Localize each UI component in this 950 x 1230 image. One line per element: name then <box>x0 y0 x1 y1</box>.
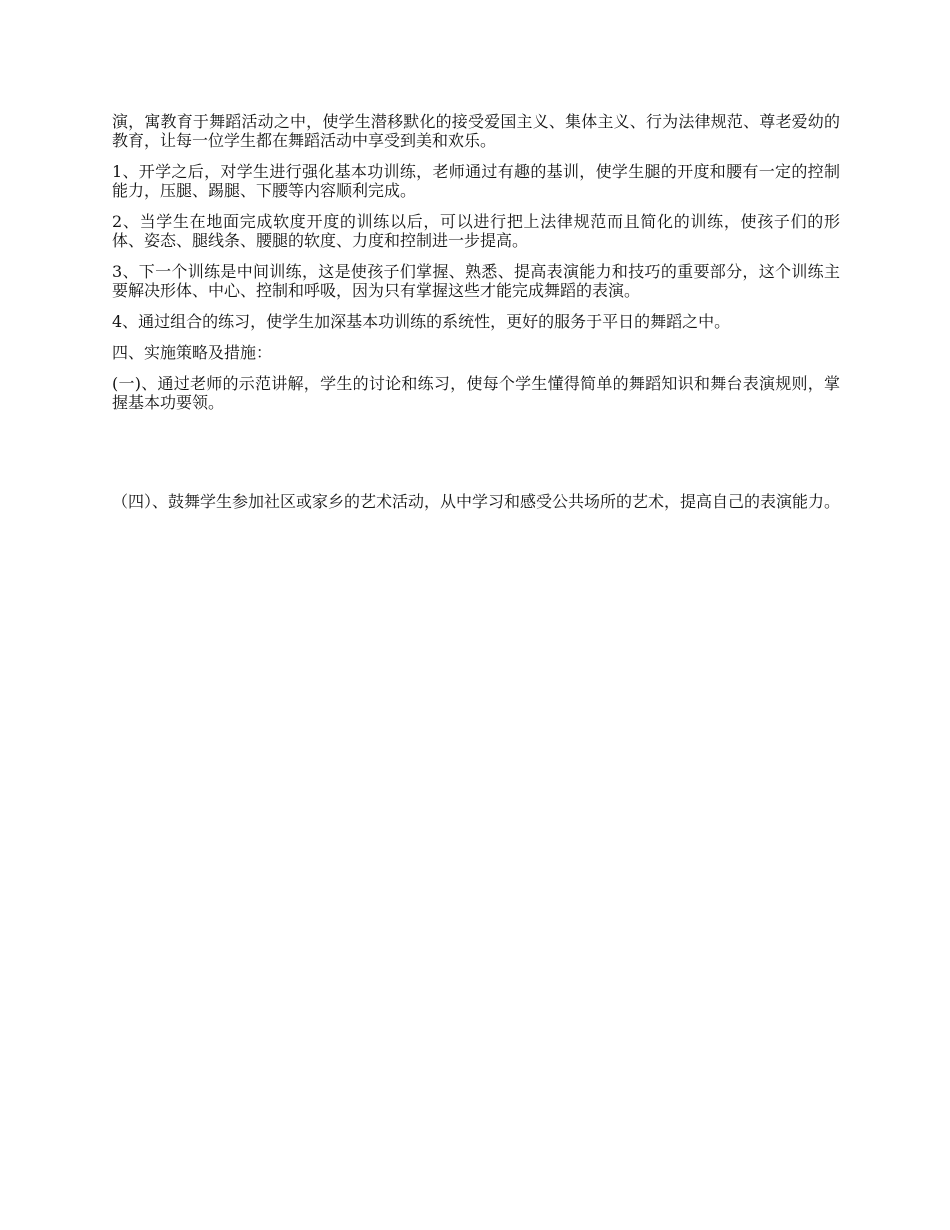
blank-space <box>112 424 840 492</box>
section-heading-strategies: 四、实施策略及措施： <box>112 343 273 362</box>
paragraph-item-2: 2、当学生在地面完成软度开度的训练以后，可以进行把上法律规范而且简化的训练，使孩子们的形体、姿态、腿线条、腰腿的软度、力度和控制进一步提高。 <box>112 212 840 250</box>
paragraph-strategy-4: （四）、鼓舞学生参加社区或家乡的艺术活动，从中学习和感受公共场所的艺术，提高自己的表演能力。 <box>112 492 841 511</box>
paragraph-item-3: 3、下一个训练是中间训练，这是使孩子们掌握、熟悉、提高表演能力和技巧的重要部分，这个训练主要解决形体、中心、控制和呼吸，因为只有掌握这些才能完成舞蹈的表演。 <box>112 262 840 300</box>
document-page <box>112 112 840 523</box>
paragraph-item-4: 4、通过组合的练习，使学生加深基本功训练的系统性，更好的服务于平日的舞蹈之中。 <box>112 312 731 331</box>
paragraph-item-1: 1、开学之后，对学生进行强化基本功训练，老师通过有趣的基训，使学生腿的开度和腰有一定的控制能力，压腿、踢腿、下腰等内容顺利完成。 <box>112 162 840 200</box>
paragraph-strategy-1: (一)、通过老师的示范讲解，学生的讨论和练习，使每个学生懂得简单的舞蹈知识和舞台表演规则，掌握基本功要领。 <box>112 374 840 412</box>
paragraph-intro-continuation: 演，寓教育于舞蹈活动之中，使学生潜移默化的接受爱国主义、集体主义、行为法律规范、尊老爱幼的教育，让每一位学生都在舞蹈活动中享受到美和欢乐。 <box>112 112 840 150</box>
